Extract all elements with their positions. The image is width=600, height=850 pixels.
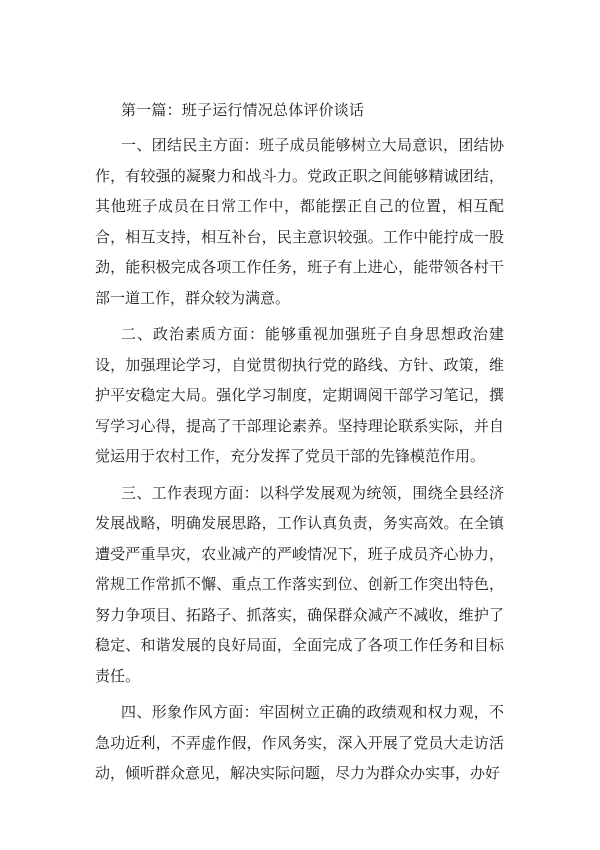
paragraph-image-style: 四、形象作风方面：牢固树立正确的政绩观和权力观，不急功近利，不弄虚作假，作风务实，深入开展了党员大走访活动，倾听群众意见，解决实际问题，尽力为群众办实事，办好 [95,703,504,782]
document-title: 第一篇：班子运行情况总体评价谈话 [121,101,365,119]
paragraph-work-performance: 三、工作表现方面：以科学发展观为统领，围绕全县经济发展战略，明确发展思路，工作认真负责，务实高效。在全镇遭受严重旱灾，农业减产的严峻情况下，班子成员齐心协力，常规工作常抓不懈、重点工作落实到位、创新工作突出特色，努力争项目、拓路子、抓落实，确保群众减产不减收，维护了稳定、和谐发展的良好局面，全面完成了各项工作任务和目标责任。 [95,483,504,685]
paragraph-political-quality: 二、政治素质方面：能够重视加强班子自身思想政治建设，加强理论学习，自觉贯彻执行党的路线、方针、政策，维护平安稳定大局。强化学习制度，定期调阅干部学习笔记，撰写学习心得，提高了干部理论素养。坚持理论联系实际，并自觉运用于农村工作，充分发挥了党员干部的先锋模范作用。 [95,325,504,465]
paragraph-unity-democracy: 一、团结民主方面：班子成员能够树立大局意识，团结协作，有较强的凝聚力和战斗力。党政正职之间能够精诚团结，其他班子成员在日常工作中，都能摆正自己的位置，相互配合，相互支持，相互补台，民主意识较强。工作中能拧成一股劲，能积极完成各项工作任务，班子有上进心，能带领各村干部一道工作，群众较为满意。 [95,136,504,307]
